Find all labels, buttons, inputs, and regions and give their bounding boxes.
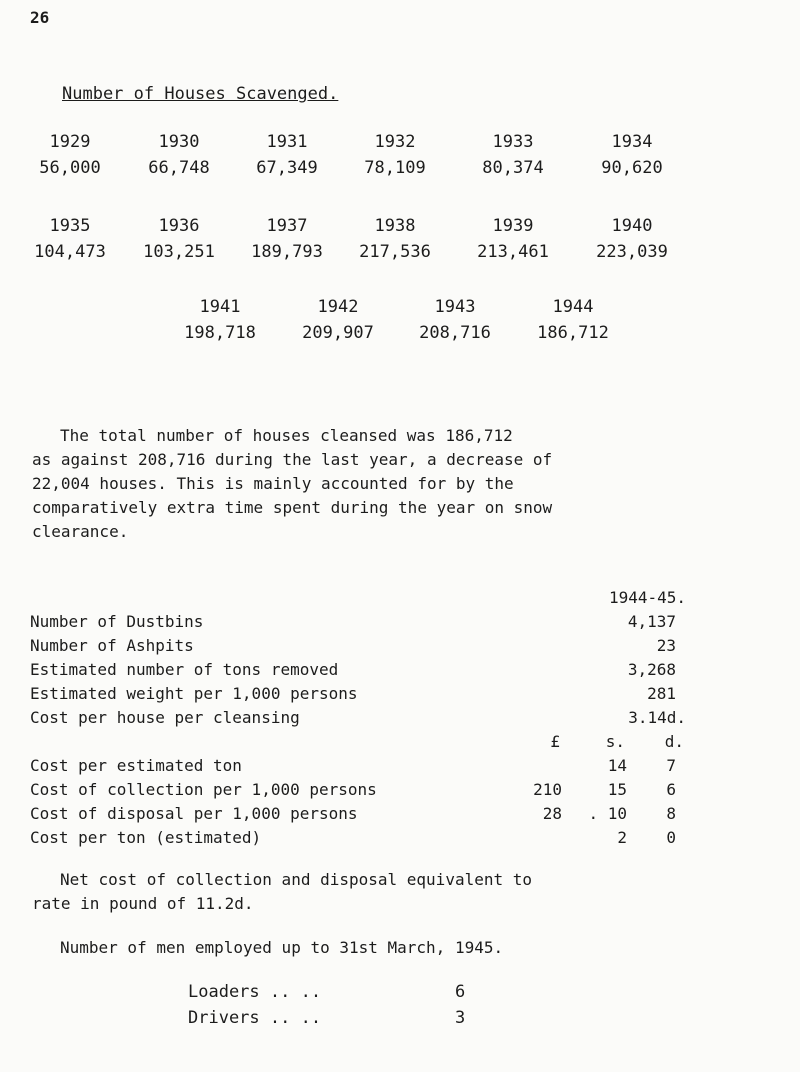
year-value: 78,109 xyxy=(364,158,426,178)
paragraph-line: clearance. xyxy=(32,522,129,541)
stat-value: 4,137 xyxy=(627,612,676,631)
pounds-header: £ xyxy=(550,732,560,751)
stat-value: 3.14d. xyxy=(628,708,686,727)
year-label: 1933 xyxy=(492,132,534,152)
year-value: 213,461 xyxy=(477,242,549,262)
stat-value: 23 xyxy=(656,636,676,655)
cost-label: Cost per estimated ton xyxy=(30,756,242,775)
men-label: Drivers .. .. xyxy=(188,1008,322,1028)
paragraph-line: comparatively extra time spent during the year on snow xyxy=(32,498,553,517)
year-label: 1942 xyxy=(317,297,359,317)
net-cost-line: Net cost of collection and disposal equivalent to xyxy=(60,870,533,889)
cost-pence: 8 xyxy=(666,804,676,823)
year-value: 186,712 xyxy=(537,323,609,343)
stat-label: Number of Dustbins xyxy=(30,612,204,631)
year-value: 90,620 xyxy=(601,158,663,178)
year-value: 67,349 xyxy=(256,158,318,178)
summary-paragraph xyxy=(32,424,772,544)
stat-label: Cost per house per cleansing xyxy=(30,708,300,727)
year-value: 223,039 xyxy=(596,242,668,262)
year-value: 208,716 xyxy=(419,323,491,343)
stat-label: Estimated number of tons removed xyxy=(30,660,339,679)
cost-shillings: 2 xyxy=(617,828,627,847)
cost-label: Cost per ton (estimated) xyxy=(30,828,262,847)
men-employed-heading: Number of men employed up to 31st March, 1945. xyxy=(60,938,504,957)
year-value: 104,473 xyxy=(34,242,106,262)
net-cost-line: rate in pound of 11.2d. xyxy=(32,894,254,913)
cost-shillings: . 10 xyxy=(588,804,627,823)
cost-pence: 0 xyxy=(666,828,676,847)
paragraph-line: 22,004 houses. This is mainly accounted for by the xyxy=(32,474,514,493)
cost-shillings: 15 xyxy=(607,780,627,799)
stat-value: 281 xyxy=(647,684,676,703)
stats-period: 1944-45. xyxy=(608,588,686,607)
cost-pounds: 28 xyxy=(542,804,562,823)
net-cost-paragraph xyxy=(32,868,772,916)
year-label: 1930 xyxy=(158,132,200,152)
year-label: 1939 xyxy=(492,216,534,236)
pence-header: d. xyxy=(664,732,684,751)
page-title: Number of Houses Scavenged. xyxy=(62,84,339,104)
stat-value: 3,268 xyxy=(627,660,676,679)
page-number: 26 xyxy=(30,8,50,27)
men-value: 6 xyxy=(455,982,466,1002)
men-value: 3 xyxy=(455,1008,466,1028)
year-value: 217,536 xyxy=(359,242,431,262)
year-label: 1929 xyxy=(49,132,91,152)
year-label: 1935 xyxy=(49,216,91,236)
cost-pence: 7 xyxy=(666,756,676,775)
year-value: 56,000 xyxy=(39,158,101,178)
year-label: 1938 xyxy=(374,216,416,236)
year-value: 66,748 xyxy=(148,158,210,178)
year-value: 209,907 xyxy=(302,323,374,343)
cost-label: Cost of collection per 1,000 persons xyxy=(30,780,377,799)
stat-label: Estimated weight per 1,000 persons xyxy=(30,684,358,703)
shillings-header: s. xyxy=(605,732,625,751)
year-label: 1936 xyxy=(158,216,200,236)
paragraph-line: as against 208,716 during the last year, a decrease of xyxy=(32,450,553,469)
cost-label: Cost of disposal per 1,000 persons xyxy=(30,804,358,823)
men-label: Loaders .. .. xyxy=(188,982,322,1002)
year-value: 80,374 xyxy=(482,158,544,178)
year-label: 1944 xyxy=(552,297,594,317)
cost-pence: 6 xyxy=(666,780,676,799)
stat-label: Number of Ashpits xyxy=(30,636,194,655)
year-value: 198,718 xyxy=(184,323,256,343)
year-label: 1943 xyxy=(434,297,476,317)
cost-pounds: 210 xyxy=(533,780,562,799)
year-label: 1931 xyxy=(266,132,308,152)
year-value: 189,793 xyxy=(251,242,323,262)
year-label: 1941 xyxy=(199,297,241,317)
cost-shillings: 14 xyxy=(607,756,627,775)
year-value: 103,251 xyxy=(143,242,215,262)
year-label: 1932 xyxy=(374,132,416,152)
year-label: 1934 xyxy=(611,132,653,152)
year-label: 1940 xyxy=(611,216,653,236)
year-label: 1937 xyxy=(266,216,308,236)
paragraph-line: The total number of houses cleansed was 186,712 xyxy=(60,426,513,445)
